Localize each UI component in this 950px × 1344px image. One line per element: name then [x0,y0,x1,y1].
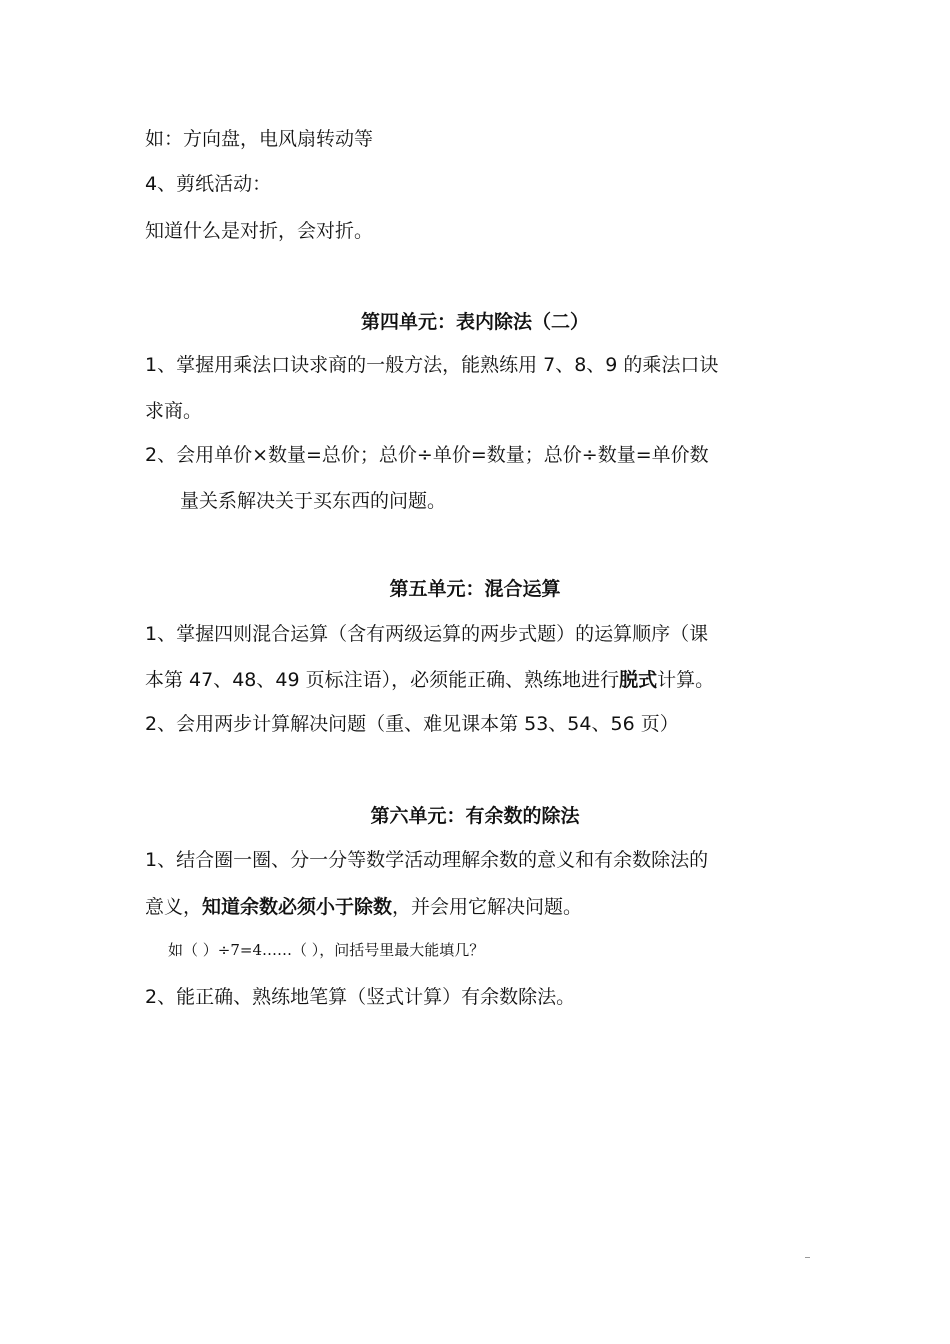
unit6-item2: 2、能正确、熟练地笔算（竖式计算）有余数除法。 [145,986,576,1008]
text-line: 4、剪纸活动： [145,173,272,195]
unit6-item1-line1: 1、结合圈一圈、分一分等数学活动理解余数的意义和有余数除法的 [145,849,709,871]
unit6-item1-text-end: ，并会用它解决问题。 [392,896,583,918]
unit5-item1-text-end: 计算。 [657,669,715,691]
unit5-item1-line1: 1、掌握四则混合运算（含有两级运算的两步式题）的运算顺序（课 [145,623,709,645]
unit6-item1-bold: 知道余数必须小于除数 [202,896,393,918]
unit6-item1-line2 [145,895,582,919]
unit5-item1-line2 [145,668,714,692]
unit5-heading: 第五单元：混合运算 [389,578,561,600]
unit6-item1-text: 意义， [145,896,203,918]
unit6-example: 如（ ）÷7=4……（ ），问括号里最大能填几？ [168,941,485,959]
unit5-item1-bold: 脱式 [619,669,658,691]
unit5-item1-text: 本第 47、48、49 页标注语），必须能正确、熟练地进行 [145,669,620,691]
text-line: 知道什么是对折，会对折。 [145,220,374,242]
unit4-item2-line2: 量关系解决关于买东西的问题。 [180,490,447,512]
unit4-item2-line1: 2、会用单价×数量=总价；总价÷单价=数量；总价÷数量=单价数 [145,444,709,466]
unit4-heading: 第四单元：表内除法（二） [360,311,589,333]
text-line: 如：方向盘，电风扇转动等 [145,128,374,150]
unit5-item2: 2、会用两步计算解决问题（重、难见课本第 53、54、56 页） [145,713,679,735]
page-mark [805,1257,810,1258]
unit4-item1-line2: 求商。 [145,400,203,422]
unit6-heading: 第六单元：有余数的除法 [370,805,580,827]
unit4-item1-line1: 1、掌握用乘法口诀求商的一般方法，能熟练用 7、8、9 的乘法口诀 [145,354,719,376]
